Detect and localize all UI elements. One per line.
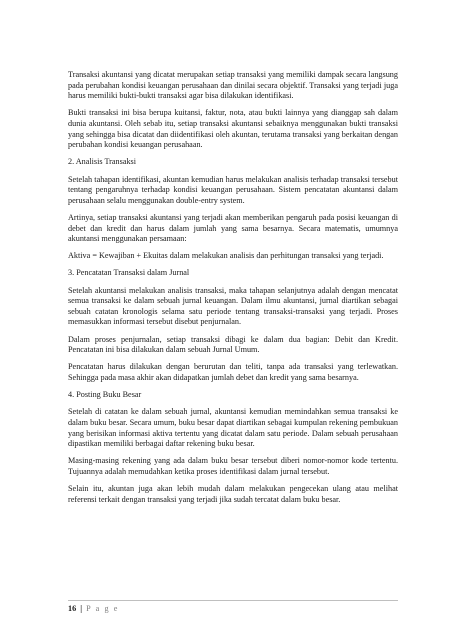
footer-separator: | (80, 604, 83, 613)
body-paragraph: Transaksi akuntansi yang dicatat merupakan setiap transaksi yang memiliki dampak secara langsung pada perubahan kondisi keuangan perusahaan dan dinilai secara objektif. Transaksi yang terjadi juga harus memiliki bukti-bukti transaksi agar bisa dilakukan identifikasi. (68, 70, 398, 101)
body-paragraph: Pencatatan harus dilakukan dengan berurutan dan teliti, tanpa ada transaksi yang terlewatkan. Sehingga pada masa akhir akan didapatkan jumlah debet dan kredit yang sama besarnya. (68, 362, 398, 382)
body-paragraph: Selain itu, akuntan juga akan lebih mudah dalam melakukan pengecekan ulang atau melihat referensi terkait dengan transaksi yang terjadi jika sudah tercatat dalam buku besar. (68, 484, 398, 504)
section-heading: 4. Posting Buku Besar (68, 390, 142, 400)
body-paragraph: Setelah akuntansi melakukan analisis transaksi, maka tahapan selanjutnya adalah dengan mencatat semua transaksi ke dalam sebuah jurnal keuangan. Dalam ilmu akuntansi, jurnal diartikan sebagai sebuah catatan kronologis selama satu periode tentang transaksi-transaksi yang terjadi. Proses memasukkan informasi tersebut disebut penjurnalan. (68, 285, 398, 327)
body-paragraph: Aktiva = Kewajiban + Ekuitas dalam melakukan analisis dan perhitungan transaksi yang terjadi. (68, 251, 384, 261)
footer-divider (68, 600, 398, 601)
section-heading: 2. Analisis Transaksi (68, 157, 137, 167)
page-label: P a g e (86, 604, 120, 613)
body-paragraph: Dalam proses penjurnalan, setiap transaksi dibagi ke dalam dua bagian: Debit dan Kredit. Pencatatan ini bisa dilakukan dalam sebuah Jurnal Umum. (68, 334, 398, 355)
body-paragraph: Bukti transaksi ini bisa berupa kuitansi, faktur, nota, atau bukti lainnya yang dianggap sah dalam dunia akuntansi. Oleh sebab itu, setiap transaksi akuntansi sebaiknya menggunakan bukti transaksi yang sehingga bisa dicatat dan diidentifikasi oleh akuntan, terutama transaksi yang berkaitan dengan perubahan kondisi keuangan perusahaan. (68, 108, 398, 150)
body-paragraph: Artinya, setiap transaksi akuntansi yang terjadi akan memberikan pengaruh pada posisi keuangan di debet dan kredit dan harus dalam jumlah yang sama besarnya. Secara matematis, umumnya akuntansi menggunakan persamaan: (68, 212, 398, 244)
page-number: 16 (68, 604, 77, 613)
section-heading: 3. Pencatatan Transaksi dalam Jurnal (68, 268, 190, 278)
body-paragraph: Setelah tahapan identifikasi, akuntan kemudian harus melakukan analisis terhadap transaksi tersebut tentang pengaruhnya terhadap kondisi keuangan perusahaan. Sistem pencatatan akuntansi dalam perusahaan selalu menggunakan double-entry system. (68, 174, 398, 205)
body-paragraph: Setelah di catatan ke dalam sebuah jurnal, akuntansi kemudian memindahkan semua transaksi ke dalam buku besar. Secara umum, buku besar dapat diartikan sebagai kumpulan rekening pembukuan yang berisikan informasi aktiva tertentu yang dicatat dalam satu periode. Dalam sebuah perusahaan dipastikan memiliki berbagai daftar rekening buku besar. (68, 407, 398, 449)
page-body (68, 70, 398, 512)
body-paragraph: Masing-masing rekening yang ada dalam buku besar tersebut diberi nomor-nomor kode tertentu. Tujuannya adalah memudahkan ketika proses identifikasi dalam jurnal tersebut. (68, 456, 398, 476)
page-footer (68, 604, 119, 614)
